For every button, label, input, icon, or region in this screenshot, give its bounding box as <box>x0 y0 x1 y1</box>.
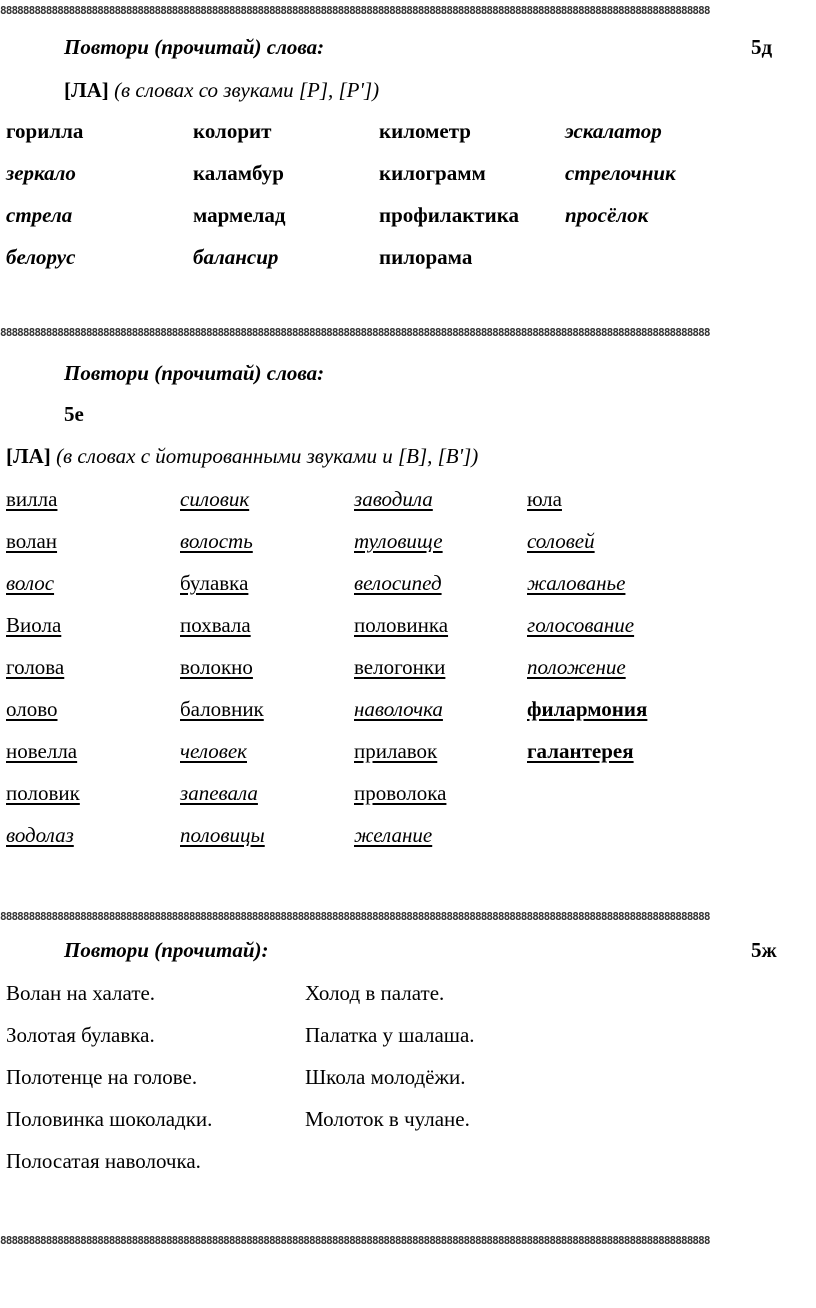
word-item: похвала <box>180 613 251 637</box>
word-item: соловей <box>527 529 595 553</box>
word-item: велогонки <box>354 655 446 679</box>
word-item: жалованье <box>527 571 626 595</box>
word-item: голосование <box>527 613 635 637</box>
section-zh-heading: Повтори (прочитай): <box>64 938 269 962</box>
word-item: желание <box>354 823 433 847</box>
section-d-heading: Повтори (прочитай) слова: <box>64 35 325 59</box>
word-item: велосипед <box>354 571 442 595</box>
word-item: человек <box>180 739 247 763</box>
word-item: волан <box>6 529 58 553</box>
section-divider: 8888888888888888888888888888888888888888888888888888888888888888888888888888888888888888888888888888888888888888888888888888 <box>0 910 710 923</box>
top-divider: 8888888888888888888888888888888888888888888888888888888888888888888888888888888888888888888888888888888888888888888888888888 <box>0 4 710 17</box>
word-item: силовик <box>180 487 250 511</box>
sentence: Золотая булавка. <box>6 1023 155 1047</box>
word-item: мармелад <box>193 203 286 227</box>
sound-label: [ЛА] <box>64 78 109 102</box>
word-item: просёлок <box>565 203 649 227</box>
word-item: стрелочник <box>565 161 676 185</box>
sentence: Холод в палате. <box>305 981 445 1005</box>
word-item: новелла <box>6 739 78 763</box>
word-item: баловник <box>180 697 264 721</box>
section-zh-number: 5ж <box>751 938 777 962</box>
word-item: прилавок <box>354 739 438 763</box>
sentence: Школа молодёжи. <box>305 1065 466 1089</box>
sentence: Палатка у шалаша. <box>305 1023 475 1047</box>
word-item: запевала <box>180 781 258 805</box>
section-e-number: 5е <box>64 402 84 426</box>
section-divider: 8888888888888888888888888888888888888888888888888888888888888888888888888888888888888888888888888888888888888888888888888888 <box>0 326 710 339</box>
word-item: горилла <box>6 119 84 143</box>
word-item: юла <box>527 487 562 511</box>
word-item: килограмм <box>379 161 486 185</box>
word-item: километр <box>379 119 471 143</box>
word-item: половинка <box>354 613 449 637</box>
word-item: волость <box>180 529 253 553</box>
word-item: каламбур <box>193 161 284 185</box>
word-item: колорит <box>193 119 272 143</box>
bottom-divider: 8888888888888888888888888888888888888888888888888888888888888888888888888888888888888888888888888888888888888888888888888888 <box>0 1234 710 1247</box>
word-item: проволока <box>354 781 447 805</box>
sentence: Половинка шоколадки. <box>6 1107 213 1131</box>
section-d-number: 5д <box>751 35 773 59</box>
sentence: Молоток в чулане. <box>305 1107 470 1131</box>
word-item: наволочка <box>354 697 443 721</box>
word-item: профилактика <box>379 203 519 227</box>
word-item: волокно <box>180 655 253 679</box>
word-item: водолаз <box>6 823 74 847</box>
word-item: булавка <box>180 571 249 595</box>
word-item: голова <box>6 655 65 679</box>
sentence: Полотенце на голове. <box>6 1065 198 1089</box>
word-item: белорус <box>6 245 76 269</box>
word-item: филармония <box>527 697 648 721</box>
section-e-heading: Повтори (прочитай) слова: <box>64 361 325 385</box>
word-item: зеркало <box>6 161 76 185</box>
word-item: вилла <box>6 487 58 511</box>
sentence: Волан на халате. <box>6 981 156 1005</box>
word-item: половик <box>6 781 80 805</box>
sound-label: [ЛА] <box>6 444 51 468</box>
word-item: положение <box>527 655 626 679</box>
word-item: балансир <box>193 245 279 269</box>
word-item: пилорама <box>379 245 473 269</box>
word-item: Виола <box>6 613 62 637</box>
word-item: стрела <box>6 203 73 227</box>
word-item: туловище <box>354 529 443 553</box>
sentence: Полосатая наволочка. <box>6 1149 201 1173</box>
word-item: галантерея <box>527 739 634 763</box>
section-e-sound-line <box>6 443 478 469</box>
word-item: половицы <box>180 823 265 847</box>
word-item: олово <box>6 697 58 721</box>
section-d-sound-line <box>64 77 379 103</box>
sound-note: (в словах с йотированными звуками и [В], [В']) <box>56 444 479 468</box>
word-item: волос <box>6 571 55 595</box>
word-item: эскалатор <box>565 119 662 143</box>
sound-note: (в словах со звуками [Р], [Р']) <box>114 78 380 102</box>
word-item: заводила <box>354 487 433 511</box>
